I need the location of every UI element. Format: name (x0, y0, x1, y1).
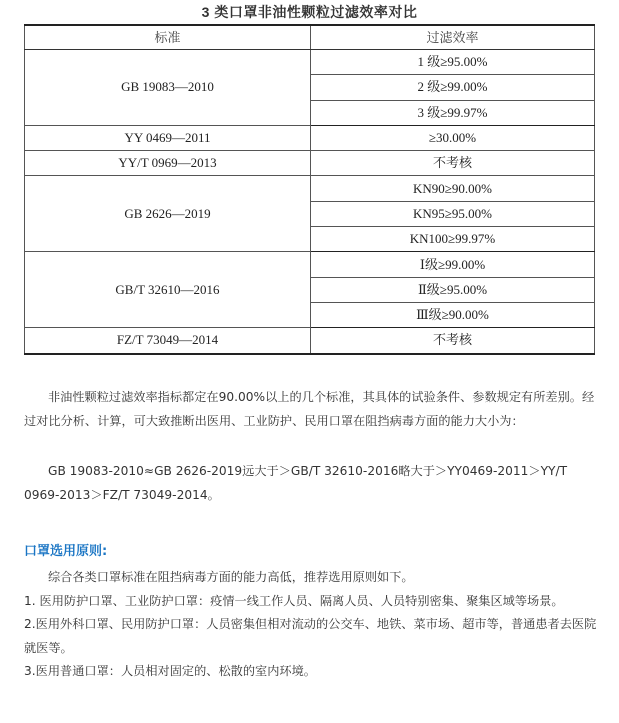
table-row (25, 176, 595, 201)
efficiency-cell: KN90≥90.00% (311, 176, 595, 201)
header-standard: 标准 (25, 25, 311, 50)
standard-cell: GB 2626—2019 (25, 176, 311, 252)
efficiency-cell: 3 级≥99.97% (311, 100, 595, 125)
list-intro: 综合各类口罩标准在阻挡病毒方面的能力高低，推荐选用原则如下。 (48, 570, 414, 584)
efficiency-cell: 1 级≥95.00% (311, 50, 595, 75)
table-row (25, 50, 595, 75)
efficiency-cell: KN100≥99.97% (311, 227, 595, 252)
header-efficiency: 过滤效率 (311, 25, 595, 50)
efficiency-cell: 不考核 (311, 151, 595, 176)
list-item: 2.医用外科口罩、民用防护口罩：人员密集但相对流动的公交车、地铁、菜市场、超市等，普通患者去医院就医等。 (24, 617, 597, 655)
efficiency-cell: ≥30.00% (311, 125, 595, 150)
standard-cell: GB/T 32610—2016 (25, 252, 311, 328)
filtration-table (24, 24, 595, 355)
standard-cell: GB 19083—2010 (25, 50, 311, 126)
section-heading: 口罩选用原则: (24, 544, 108, 559)
efficiency-cell: Ⅲ级≥90.00% (311, 302, 595, 327)
analysis-paragraph (24, 386, 604, 433)
efficiency-cell: 2 级≥99.00% (311, 75, 595, 100)
list-item: 3.医用普通口罩：人员相对固定的、松散的室内环境。 (24, 664, 316, 678)
table-header-row (25, 25, 595, 50)
table-row (25, 252, 595, 277)
recommendation-list (24, 566, 604, 684)
table-row (25, 151, 595, 176)
table-row (25, 125, 595, 150)
efficiency-cell: Ⅱ级≥95.00% (311, 277, 595, 302)
efficiency-cell: KN95≥95.00% (311, 201, 595, 226)
ranking-paragraph: GB 19083-2010≈GB 2626-2019远大于＞GB/T 32610-2016略大于＞YY0469-2011＞YY/T 0969-2013＞FZ/T 73049-2014。 (24, 464, 568, 502)
standard-cell: FZ/T 73049—2014 (25, 328, 311, 354)
table-row (25, 328, 595, 354)
efficiency-cell: Ⅰ级≥99.00% (311, 252, 595, 277)
standard-cell: YY/T 0969—2013 (25, 151, 311, 176)
efficiency-cell: 不考核 (311, 328, 595, 354)
figure-title: 3 类口罩非油性颗粒过滤效率对比 (201, 4, 418, 20)
standard-cell: YY 0469—2011 (25, 125, 311, 150)
list-item: 1. 医用防护口罩、工业防护口罩：疫情一线工作人员、隔离人员、人员特别密集、聚集区域等场景。 (24, 593, 564, 608)
paragraph-text: 非油性颗粒过滤效率指标都定在90.00%以上的几个标准，其具体的试验条件、参数规定有所差别。经过对比分析、计算，可大致推断出医用、工业防护、民用口罩在阻挡病毒方面的能力大小为： (24, 390, 595, 428)
